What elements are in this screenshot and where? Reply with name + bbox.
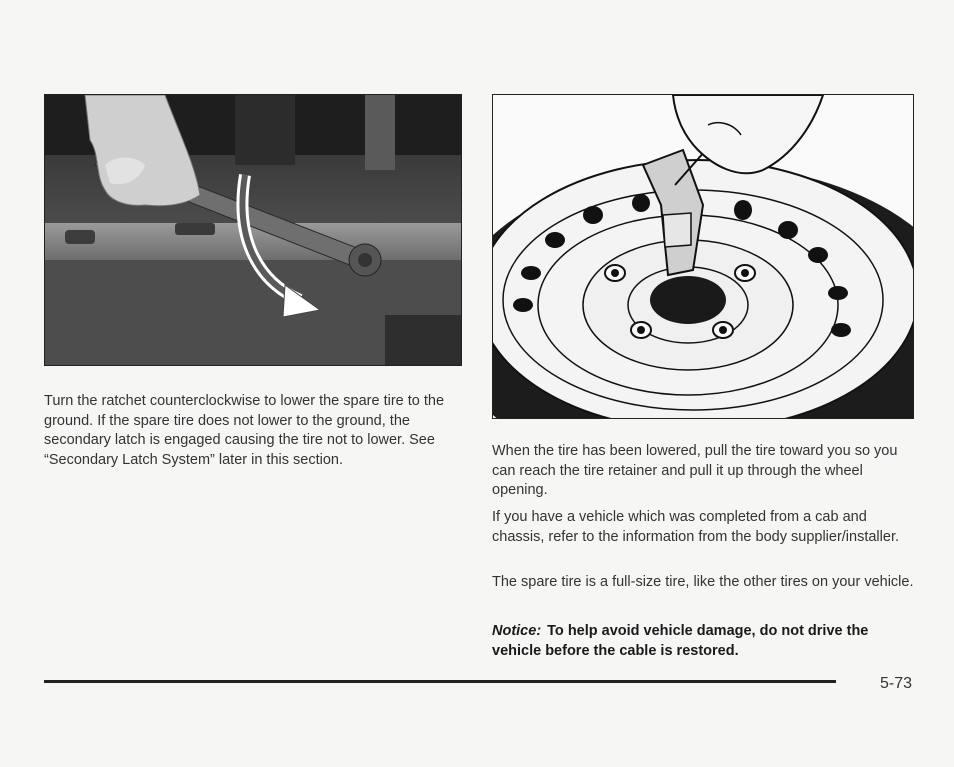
notice-text: To help avoid vehicle damage, do not drive the vehicle before the cable is restored. <box>492 623 869 659</box>
tire-retainer-illustration <box>492 94 914 419</box>
page-number: 5-73 <box>880 675 913 692</box>
ratchet-photo <box>44 94 462 366</box>
ratchet-instructions: Turn the ratchet counterclockwise to lower the spare tire to the ground. If the spare tire does not lower to the ground, the secondary latch is engaged causing the tire not to lower. See “Secondary Latch System” later in this section. <box>44 393 445 468</box>
footer-rule <box>44 680 836 683</box>
pull-tire-instructions: When the tire has been lowered, pull the tire toward you so you can reach the tire retainer and pull it up through the wheel opening. <box>492 443 898 498</box>
cab-chassis-note: If you have a vehicle which was completed from a cab and chassis, refer to the information from the body supplier/installer. <box>492 509 899 545</box>
notice-label: Notice: <box>492 623 542 639</box>
vehicle-damage-notice <box>492 622 920 661</box>
full-size-tire-note: The spare tire is a full-size tire, like the other tires on your vehicle. <box>492 574 914 590</box>
